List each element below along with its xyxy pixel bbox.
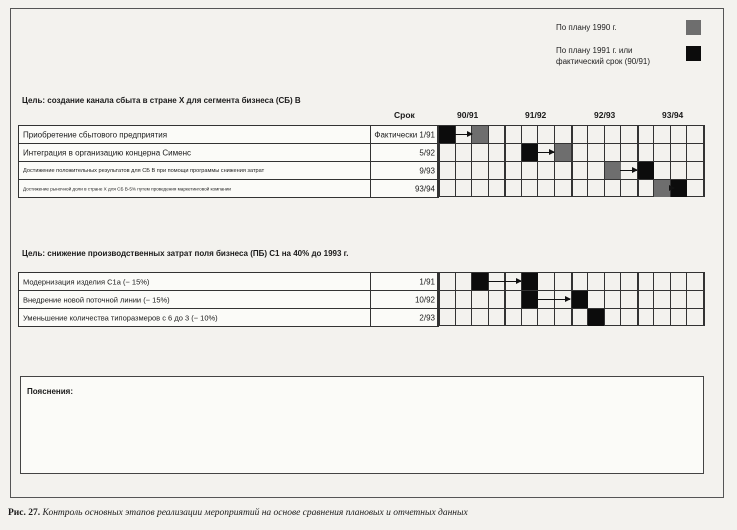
task-date: 1/91 <box>419 277 435 286</box>
task-row <box>18 143 439 162</box>
notes-label: Пояснения: <box>27 387 74 396</box>
task-label: Достижение рыночной доли в стране X для СБ В-5% путем проведения маркетинговой компании <box>23 186 231 191</box>
section-2-timeline-grid <box>437 272 703 326</box>
period-header-3: 92/93 <box>594 110 616 120</box>
section-1-timeline-grid <box>437 125 703 197</box>
label-date-divider <box>370 126 371 143</box>
plan-1991-cell <box>638 162 654 179</box>
label-date-divider <box>370 162 371 179</box>
task-row <box>18 308 439 327</box>
period-header-4: 93/94 <box>662 110 684 120</box>
label-date-divider <box>370 180 371 197</box>
grid-row-line <box>438 325 703 326</box>
section-1-title: Цель: создание канала сбыта в стране X для сегмента бизнеса (СБ) В <box>22 96 301 105</box>
task-label: Модернизация изделия С1а (− 15%) <box>23 277 150 286</box>
grid-column-line <box>604 272 605 326</box>
task-label: Интеграция в организацию концерна Сименс <box>23 148 192 157</box>
task-date: 9/93 <box>419 166 435 175</box>
task-date: 93/94 <box>414 184 435 193</box>
task-label: Достижение положительных результатов для СБ В при помощи программы снижения затрат <box>23 167 265 174</box>
plan-1991-cell <box>522 144 538 161</box>
task-date: 10/92 <box>414 295 435 304</box>
plan-1991-cell <box>588 309 604 326</box>
label-date-divider <box>370 309 371 326</box>
legend-plan-1990-label: По плану 1990 г. <box>556 23 617 32</box>
plan-1990-cell <box>472 126 488 143</box>
plan-1990-cell <box>605 162 621 179</box>
grid-column-line <box>686 272 687 326</box>
task-row <box>18 272 439 291</box>
figure-caption-text: Контроль основных этапов реализации мероприятий на основе сравнения плановых и отчетных данных <box>42 508 468 518</box>
plan-1991-cell <box>572 291 588 308</box>
plan-1991-cell <box>522 273 538 290</box>
grid-column-line <box>637 272 639 326</box>
grid-column-line <box>455 272 456 326</box>
grid-column-line <box>703 272 705 326</box>
figure-caption <box>8 508 468 518</box>
legend-plan-1991-label-line2: фактический срок (90/91) <box>556 57 650 66</box>
period-header-1: 90/91 <box>457 110 479 120</box>
task-label: Внедрение новой поточной линии (− 15%) <box>23 295 170 304</box>
task-date: Фактически 1/91 <box>374 130 435 139</box>
label-date-divider <box>370 144 371 161</box>
notes-box <box>20 376 704 474</box>
grid-row-line <box>438 308 703 309</box>
grid-column-line <box>653 272 654 326</box>
date-column-header: Срок <box>394 110 415 120</box>
legend-plan-1991-label-line1: По плану 1991 г. или <box>556 46 633 55</box>
plan-1990-cell <box>555 144 571 161</box>
shift-arrow <box>620 170 637 171</box>
shift-arrow <box>537 299 570 300</box>
task-date: 5/92 <box>419 148 435 157</box>
plan-1991-cell <box>522 291 538 308</box>
task-row <box>18 179 439 198</box>
task-row <box>18 125 439 144</box>
grid-column-line <box>670 272 671 326</box>
grid-row-line <box>438 161 703 162</box>
shift-arrow <box>488 281 521 282</box>
period-header-2: 91/92 <box>525 110 547 120</box>
plan-1991-cell <box>439 126 455 143</box>
plan-1991-cell <box>472 273 488 290</box>
figure-number: Рис. 27. <box>8 508 41 518</box>
plan-1990-cell <box>654 180 670 197</box>
task-date: 2/93 <box>419 313 435 322</box>
section-2-title: Цель: снижение производственных затрат поля бизнеса (ПБ) С1 на 40% до 1993 г. <box>22 249 349 258</box>
shift-arrow <box>455 134 472 135</box>
grid-column-line <box>620 272 621 326</box>
grid-column-line <box>703 125 705 197</box>
task-label: Приобретение сбытового предприятия <box>23 130 168 139</box>
task-row <box>18 290 439 309</box>
grid-column-line <box>438 272 440 326</box>
legend-plan-1990-swatch <box>686 20 701 35</box>
label-date-divider <box>370 273 371 290</box>
grid-row-line <box>438 290 703 291</box>
label-date-divider <box>370 291 371 308</box>
task-label: Уменьшение количества типоразмеров с 6 до 3 (− 10%) <box>23 313 218 322</box>
legend-plan-1991-swatch <box>686 46 701 61</box>
shift-arrow <box>670 188 674 189</box>
task-row <box>18 161 439 180</box>
shift-arrow <box>537 152 554 153</box>
